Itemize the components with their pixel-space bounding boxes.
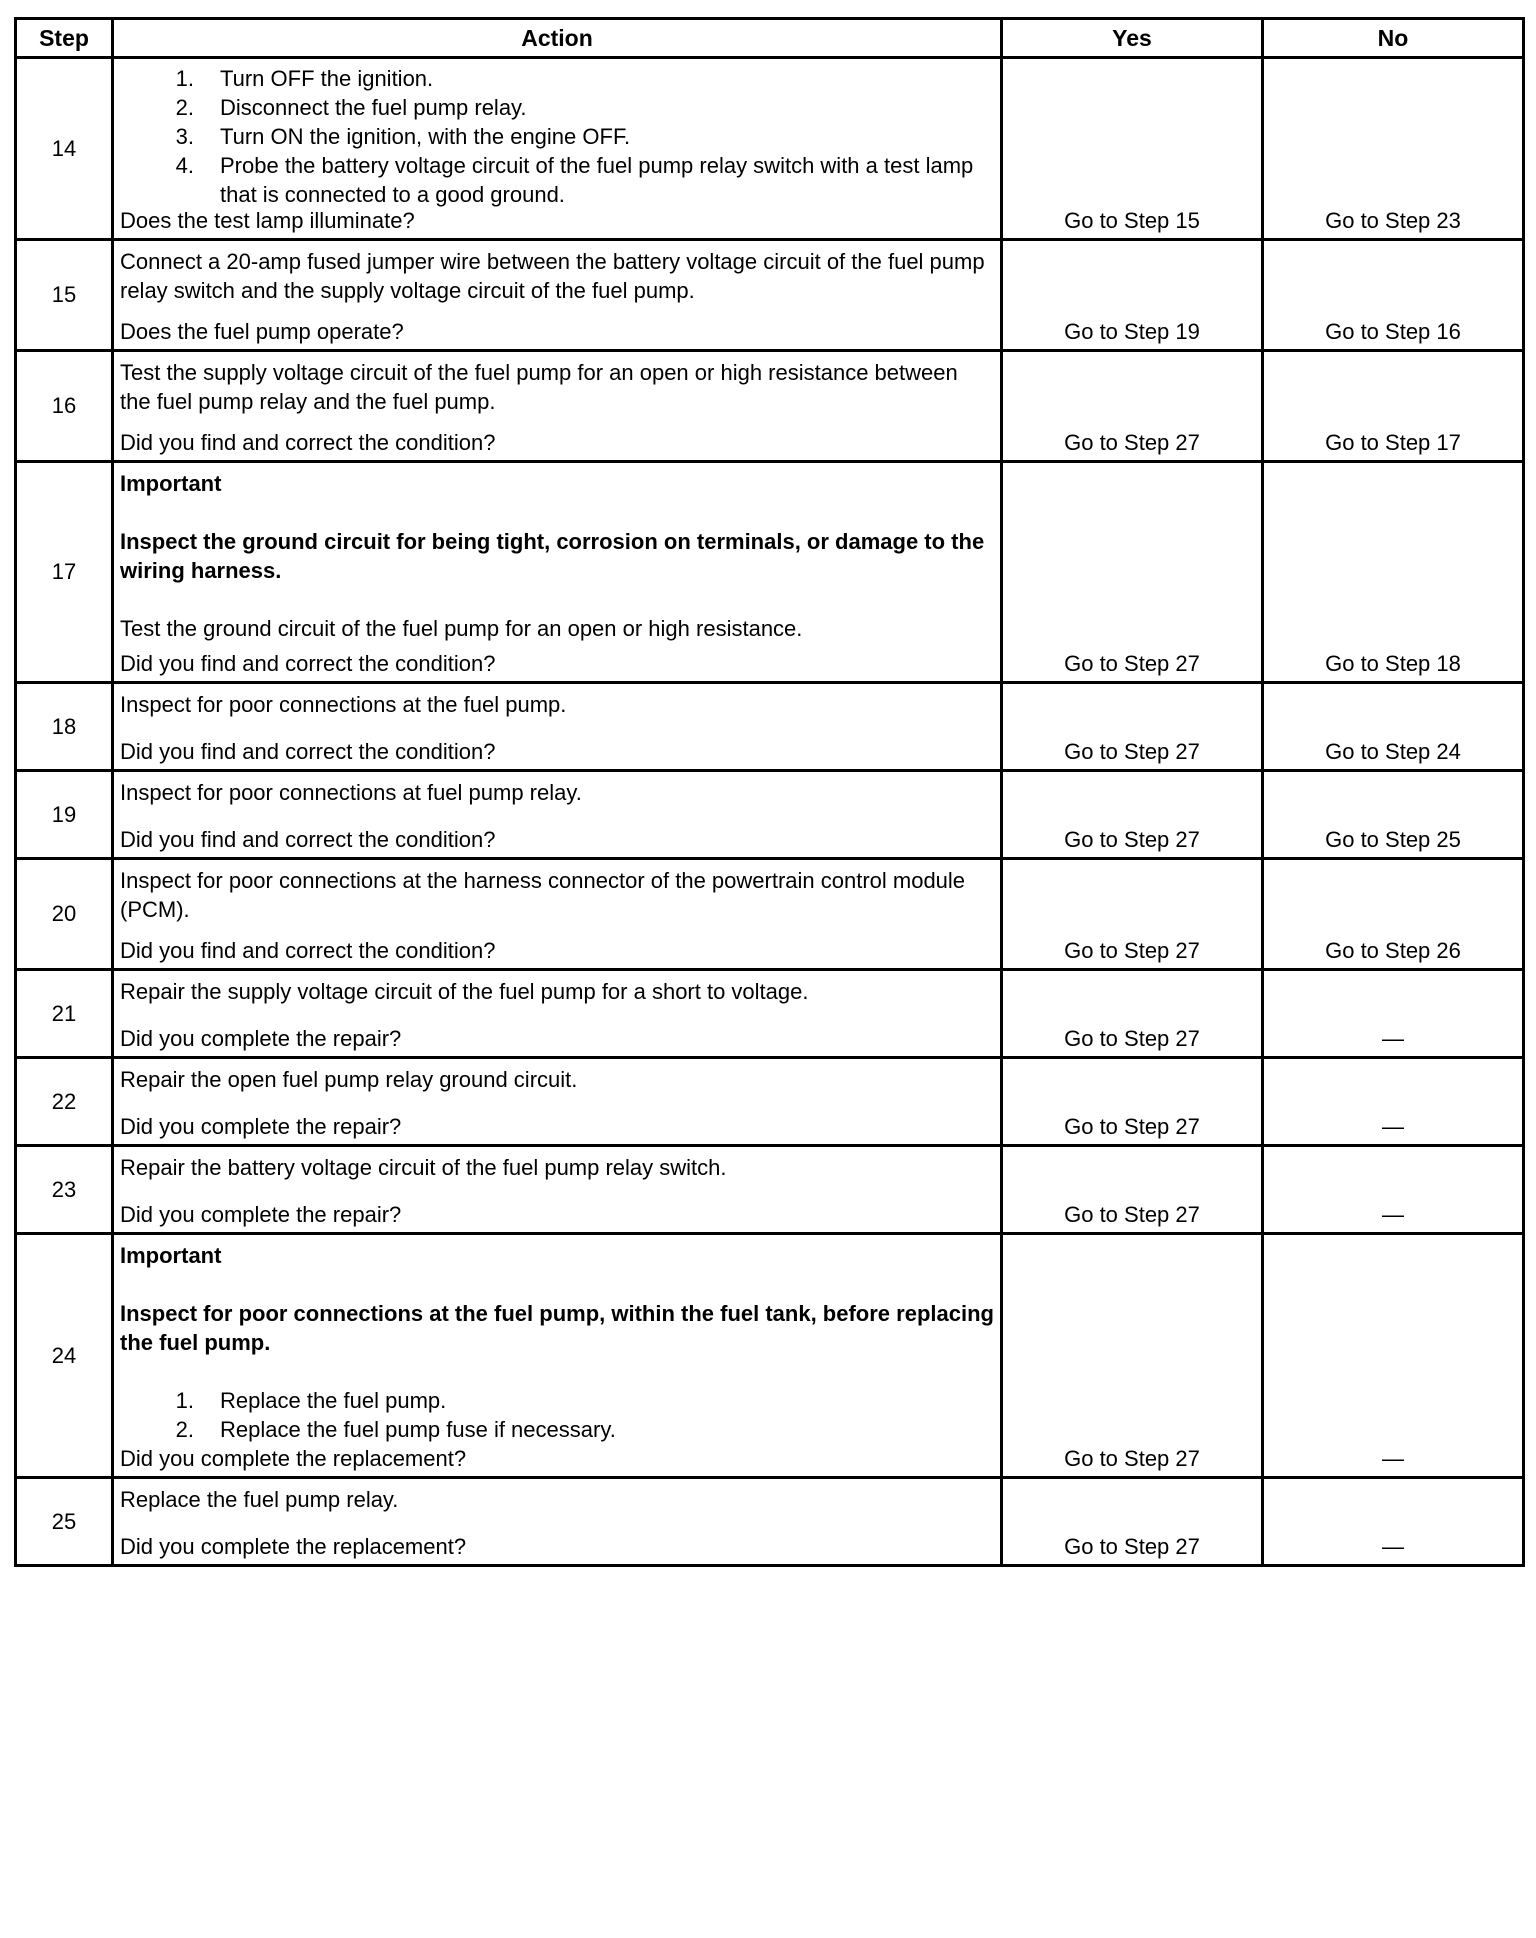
no-cell: Go to Step 24 xyxy=(1263,683,1524,771)
no-cell: — xyxy=(1263,1058,1524,1146)
action-text: Repair the open fuel pump relay ground circuit. xyxy=(120,1067,578,1092)
question-text: Did you complete the repair? xyxy=(120,1202,402,1227)
list-item: 3. Turn ON the ignition, with the engine OFF. xyxy=(120,122,994,151)
question-text: Did you complete the repair? xyxy=(120,1114,402,1139)
yes-cell: Go to Step 15 xyxy=(1002,58,1263,240)
step-number: 20 xyxy=(16,859,113,970)
action-cell xyxy=(113,1058,1002,1146)
table-row xyxy=(16,1058,1524,1146)
question-text: Did you complete the repair? xyxy=(120,1026,402,1051)
action-list xyxy=(120,64,994,209)
question-text: Did you find and correct the condition? xyxy=(120,430,496,455)
action-cell xyxy=(113,859,1002,970)
action-text: Replace the fuel pump relay. xyxy=(120,1487,399,1512)
step-number: 22 xyxy=(16,1058,113,1146)
no-cell: Go to Step 16 xyxy=(1263,240,1524,351)
action-cell xyxy=(113,683,1002,771)
action-text: Inspect for poor connections at the harness connector of the powertrain control module (PCM). xyxy=(120,868,966,922)
action-cell xyxy=(113,58,1002,240)
important-text: Inspect the ground circuit for being tight, corrosion on terminals, or damage to the wiring harness. xyxy=(120,529,985,583)
yes-cell: Go to Step 27 xyxy=(1002,859,1263,970)
step-number: 14 xyxy=(16,58,113,240)
list-number: 1. xyxy=(175,66,194,91)
no-cell: Go to Step 17 xyxy=(1263,351,1524,462)
action-cell xyxy=(113,970,1002,1058)
question-text: Did you find and correct the condition? xyxy=(120,827,496,852)
yes-cell: Go to Step 27 xyxy=(1002,683,1263,771)
table-row xyxy=(16,1234,1524,1478)
yes-cell: Go to Step 27 xyxy=(1002,771,1263,859)
yes-cell: Go to Step 27 xyxy=(1002,1146,1263,1234)
step-number: 19 xyxy=(16,771,113,859)
list-item: 1. Turn OFF the ignition. xyxy=(120,64,994,93)
list-item: 4. Probe the battery voltage circuit of the fuel pump relay switch with a test lamp that is connected to a good ground. xyxy=(120,151,994,209)
no-cell: — xyxy=(1263,1234,1524,1478)
table-row xyxy=(16,351,1524,462)
question-text: Did you find and correct the condition? xyxy=(120,651,496,676)
yes-cell: Go to Step 19 xyxy=(1002,240,1263,351)
action-cell xyxy=(113,351,1002,462)
table-row xyxy=(16,683,1524,771)
step-number: 24 xyxy=(16,1234,113,1478)
yes-cell: Go to Step 27 xyxy=(1002,1058,1263,1146)
action-text: Test the ground circuit of the fuel pump for an open or high resistance. xyxy=(120,616,803,641)
table-row xyxy=(16,859,1524,970)
action-text: Test the supply voltage circuit of the fuel pump for an open or high resistance between the fuel pump relay and the fuel pump. xyxy=(120,360,958,414)
question-text: Does the test lamp illuminate? xyxy=(120,208,415,233)
header-yes: Yes xyxy=(1002,19,1263,58)
action-text: Inspect for poor connections at the fuel pump. xyxy=(120,692,567,717)
question-text: Did you complete the replacement? xyxy=(120,1534,467,1559)
action-cell xyxy=(113,240,1002,351)
list-number: 2. xyxy=(175,95,194,120)
list-item: 2. Replace the fuel pump fuse if necessary. xyxy=(120,1415,994,1444)
action-list xyxy=(120,1386,994,1444)
list-number: 4. xyxy=(175,153,194,178)
step-number: 23 xyxy=(16,1146,113,1234)
step-number: 25 xyxy=(16,1478,113,1566)
list-number: 1. xyxy=(175,1388,194,1413)
yes-cell: Go to Step 27 xyxy=(1002,351,1263,462)
question-text: Does the fuel pump operate? xyxy=(120,319,404,344)
action-text: Connect a 20-amp fused jumper wire between the battery voltage circuit of the fuel pump relay switch and the supply voltage circuit of the fuel pump. xyxy=(120,249,985,303)
action-text: Repair the supply voltage circuit of the fuel pump for a short to voltage. xyxy=(120,979,809,1004)
list-item: 2. Disconnect the fuel pump relay. xyxy=(120,93,994,122)
table-row xyxy=(16,771,1524,859)
table-row xyxy=(16,462,1524,683)
question-text: Did you complete the replacement? xyxy=(120,1446,467,1471)
no-cell: — xyxy=(1263,970,1524,1058)
step-number: 18 xyxy=(16,683,113,771)
step-number: 21 xyxy=(16,970,113,1058)
no-cell: — xyxy=(1263,1478,1524,1566)
question-text: Did you find and correct the condition? xyxy=(120,938,496,963)
action-cell xyxy=(113,1478,1002,1566)
list-number: 3. xyxy=(175,124,194,149)
important-label: Important xyxy=(120,1243,222,1268)
yes-cell: Go to Step 27 xyxy=(1002,1234,1263,1478)
action-cell xyxy=(113,1234,1002,1478)
header-no: No xyxy=(1263,19,1524,58)
important-text: Inspect for poor connections at the fuel pump, within the fuel tank, before replacing the fuel pump. xyxy=(120,1301,994,1355)
header-row xyxy=(16,19,1524,58)
yes-cell: Go to Step 27 xyxy=(1002,1478,1263,1566)
header-step: Step xyxy=(16,19,113,58)
no-cell: Go to Step 26 xyxy=(1263,859,1524,970)
action-cell xyxy=(113,1146,1002,1234)
list-number: 2. xyxy=(175,1417,194,1442)
no-cell: Go to Step 23 xyxy=(1263,58,1524,240)
step-number: 16 xyxy=(16,351,113,462)
yes-cell: Go to Step 27 xyxy=(1002,462,1263,683)
table-row xyxy=(16,240,1524,351)
table-row xyxy=(16,1478,1524,1566)
step-number: 17 xyxy=(16,462,113,683)
action-cell xyxy=(113,771,1002,859)
action-text: Inspect for poor connections at fuel pump relay. xyxy=(120,780,582,805)
table-row xyxy=(16,58,1524,240)
question-text: Did you find and correct the condition? xyxy=(120,739,496,764)
action-cell xyxy=(113,462,1002,683)
table-row xyxy=(16,1146,1524,1234)
diagnostic-table xyxy=(14,17,1525,1567)
header-action: Action xyxy=(113,19,1002,58)
action-text: Repair the battery voltage circuit of the fuel pump relay switch. xyxy=(120,1155,727,1180)
no-cell: Go to Step 25 xyxy=(1263,771,1524,859)
no-cell: — xyxy=(1263,1146,1524,1234)
list-item: 1. Replace the fuel pump. xyxy=(120,1386,994,1415)
yes-cell: Go to Step 27 xyxy=(1002,970,1263,1058)
important-label: Important xyxy=(120,471,222,496)
no-cell: Go to Step 18 xyxy=(1263,462,1524,683)
step-number: 15 xyxy=(16,240,113,351)
table-row xyxy=(16,970,1524,1058)
